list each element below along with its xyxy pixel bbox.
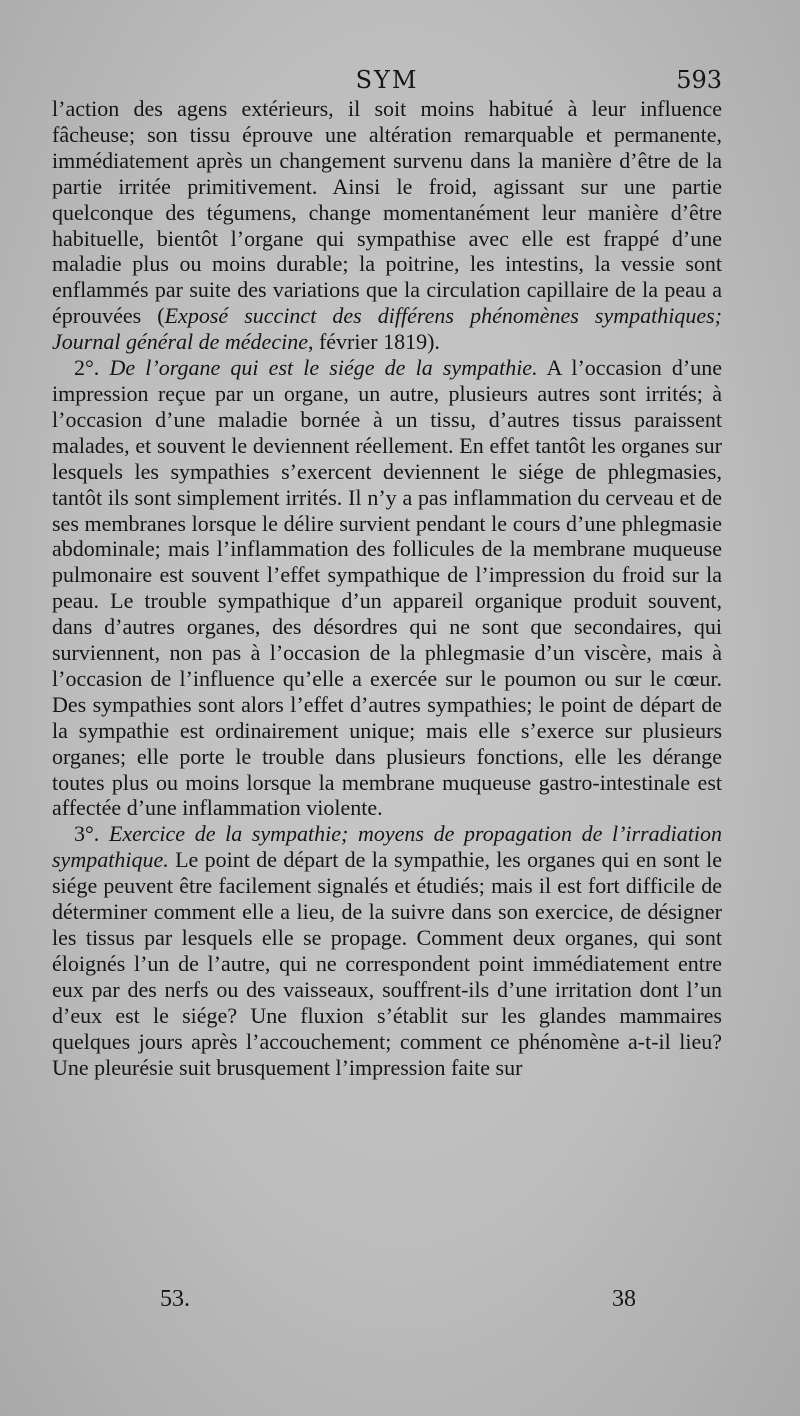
running-head <box>52 62 722 98</box>
paragraph-1-end: , février 1819). <box>307 329 440 355</box>
paragraph-3-text: Le point de départ de la sympathie, les organes qui en sont le siége peuvent être facilement signalés et étudiés; mais il est fort difficile de déterminer comment elle a lieu, de la suivre dans son exercice, de désigner les tissus par lesquels elle se propage. Comment deux organes, qui sont éloignés l’un de l’autre, qui ne correspondent point immédiatement entre eux par des nerfs ou des vaisseaux, souffrent-ils d’une irritation dont l’un d’eux est le siége? Une fluxion s’établit sur les glandes mammaires quelques jours après l’accouchement; comment ce phénomène a-t-il lieu? Une pleurésie suit brusquement l’impression faite sur <box>52 847 722 1080</box>
paragraph-3-number: 3°. <box>74 821 100 847</box>
body-text <box>52 96 722 1080</box>
paragraph-2-number: 2°. <box>74 355 100 381</box>
paragraph-3 <box>52 821 722 1080</box>
signature-mark-left: 53. <box>160 1286 190 1312</box>
page-footer <box>52 1280 722 1316</box>
signature-mark-right: 38 <box>612 1286 636 1312</box>
paragraph-3-heading: Exercice de la sympathie; moyens de propagation de l’irradiation sympathique. <box>52 821 723 873</box>
page-number: 593 <box>676 66 722 94</box>
paragraph-1-text: l’action des agens extérieurs, il soit moins habitué à leur influence fâcheuse; son tissu éprouve une altération remarquable et permanente, immédiatement après un changement survenu dans la manière d’être de la partie irritée primitivement. Ainsi le froid, agissant sur une partie quelconque des tégumens, change momentanément leur manière d’être habituelle, bientôt l’organe qui sympathise avec elle est frappé d’une maladie plus ou moins durable; la poitrine, les intestins, la vessie sont enflammés par suite des variations que la circulation capillaire de la peau a éprouvées ( <box>52 96 722 329</box>
paragraph-continuation <box>52 96 722 355</box>
paragraph-2 <box>52 355 722 821</box>
paragraph-1-reference: Exposé succinct des différens phénomènes sympathiques; Journal général de médecine <box>52 303 722 355</box>
paragraph-2-text: A l’occasion d’une impression reçue par un organe, un autre, plusieurs autres sont irrités; à l’occasion d’une maladie bornée à un tissu, d’autres tissus paraissent malades, et souvent le deviennent réellement. En effet tantôt les organes sur lesquels les sympathies s’exercent deviennent le siége de phlegmasies, tantôt ils sont simplement irrités. Il n’y a pas inflammation du cerveau et de ses membranes lorsque le délire survient pendant le cours d’une phlegmasie abdominale; mais l’inflammation des follicules de la membrane muqueuse pulmonaire est souvent l’effet sympathique de l’impression du froid sur la peau. Le trouble sympathique d’un appareil organique produit souvent, dans d’autres organes, des désordres qui ne sont que secondaires, qui surviennent, non pas à l’occasion de la phlegmasie d’un viscère, mais à l’occasion de l’influence qu’elle a exercée sur le poumon ou sur le cœur. Des sympathies sont alors l’effet d’autres sympathies; le point de départ de la sympathie est ordinairement unique; mais elle s’exerce sur plusieurs organes; elle porte le trouble dans plusieurs fonctions, elle les dérange toutes plus ou moins lorsque la membrane muqueuse gastro-intestinale est affectée d’une inflammation violente. <box>52 355 723 821</box>
running-title: SYM <box>355 66 419 94</box>
paragraph-2-heading: De l’organe qui est le siége de la sympathie. <box>109 355 538 381</box>
